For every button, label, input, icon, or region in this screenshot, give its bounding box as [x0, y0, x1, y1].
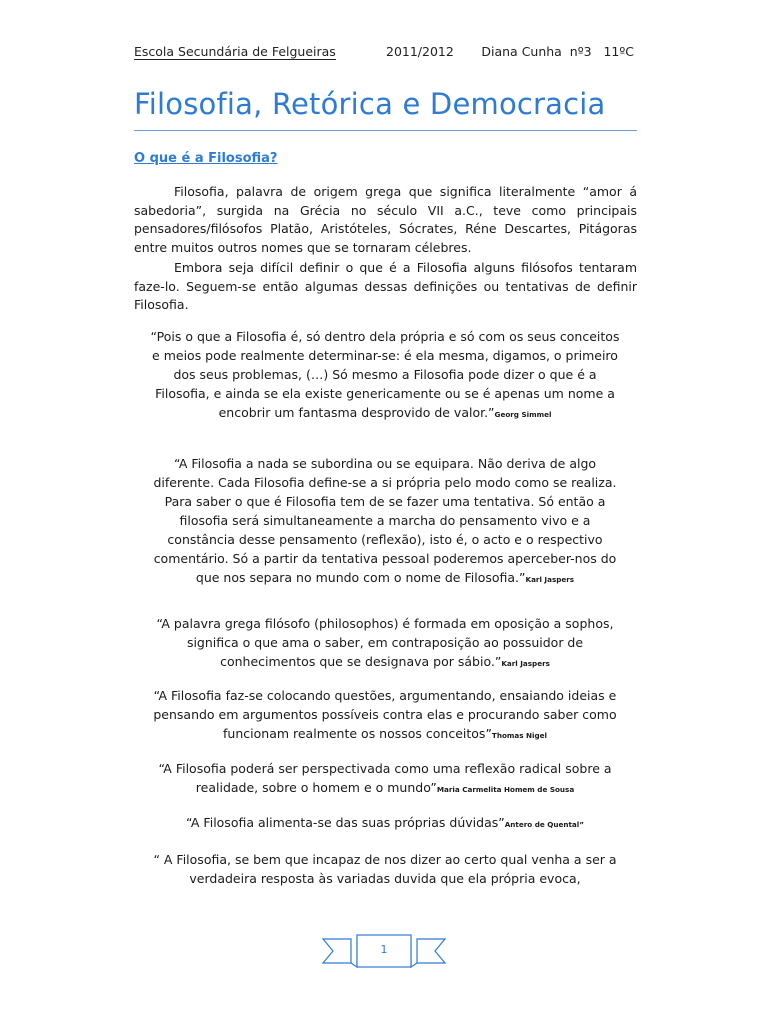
title-divider — [134, 130, 637, 131]
page-header — [134, 44, 634, 62]
paragraph-intro — [134, 183, 637, 257]
quote-source: Karl Jaspers — [525, 575, 575, 584]
quote-text: “A palavra grega filósofo (philosophos) é formada em oposição a sophos, significa o que ama o saber, em contraposição ao possuidor de conhecimentos que se designava por sábio.” — [156, 616, 614, 669]
section-heading: O que é a Filosofia? — [134, 151, 278, 166]
quote-block — [150, 327, 620, 424]
quote-text: “A Filosofia faz-se colocando questões, argumentando, ensaiando ideias e pensando em argumentos possíveis contra elas e procurando saber como funcionam realmente os nossos conceitos” — [153, 688, 617, 741]
quote-block — [150, 850, 620, 888]
header-author: Diana Cunha nº3 11ºC — [481, 44, 634, 59]
quote-block — [150, 759, 620, 799]
quote-source: Thomas Nigel — [491, 731, 547, 740]
quote-source: Maria Carmelita Homem de Sousa — [436, 785, 575, 794]
page-number: 1 — [380, 943, 388, 956]
quote-text: “A Filosofia alimenta-se das suas próprias dúvidas” — [186, 815, 505, 830]
quote-source: Georg Simmel — [494, 410, 552, 419]
quote-block — [150, 454, 620, 589]
quote-source: Antero de Quental” — [504, 820, 584, 829]
quote-text: “A Filosofia poderá ser perspectivada como uma reflexão radical sobre a realidade, sobre o homem e o mundo” — [158, 761, 612, 795]
quote-text: “Pois o que a Filosofia é, só dentro dela própria e só com os seus conceitos e meios pode realmente determinar-se: é ela mesma, digamos, o primeiro dos seus problemas, (…) Só mesmo a Filosofia pode dizer o que é a Filosofia, e ainda se ela existe genericamente ou se é apenas um nome a encobrir um fantasma desprovido de valor.” — [150, 329, 620, 420]
quote-block — [150, 614, 620, 673]
header-school: Escola Secundária de Felgueiras — [134, 44, 336, 59]
quote-text: “ A Filosofia, se bem que incapaz de nos dizer ao certo qual venha a ser a verdadeira resposta às variadas duvida que ela própria evoca, — [153, 852, 617, 886]
quote-text: “A Filosofia a nada se subordina ou se equipara. Não deriva de algo diferente. Cada Filosofia define-se a si própria pelo modo como se realiza. Para saber o que é Filosofia tem de se fazer uma tentativa. Só então a filosofia será simultaneamente a marcha do pensamento vivo e a constância desse pensamento (reflexão), isto é, o acto e o respectivo comentário. Só a partir da tentativa pessoal poderemos aperceber-nos do que nos separa no mundo com o nome de Filosofia.” — [153, 456, 617, 585]
quote-block — [150, 813, 620, 834]
paragraph-definitions — [134, 259, 637, 315]
paragraph-intro-text: Filosofia, palavra de origem grega que significa literalmente “amor á sabedoria”, surgida na Grécia no século VII a.C., teve como principais pensadores/filósofos Platão, Aristóteles, Sócrates, Réne Descartes, Pitágoras entre muitos outros nomes que se tornaram célebres. — [134, 184, 637, 255]
header-year: 2011/2012 — [386, 44, 454, 59]
paragraph-definitions-text: Embora seja difícil definir o que é a Filosofia alguns filósofos tentaram faze-lo. Seguem-se então algumas dessas definições ou tentativas de definir Filosofia. — [134, 260, 637, 313]
quote-source: Karl Jaspers — [501, 659, 550, 668]
document-title: Filosofia, Retórica e Democracia — [134, 87, 606, 121]
page-number-banner — [321, 933, 447, 969]
quote-block — [150, 686, 620, 745]
